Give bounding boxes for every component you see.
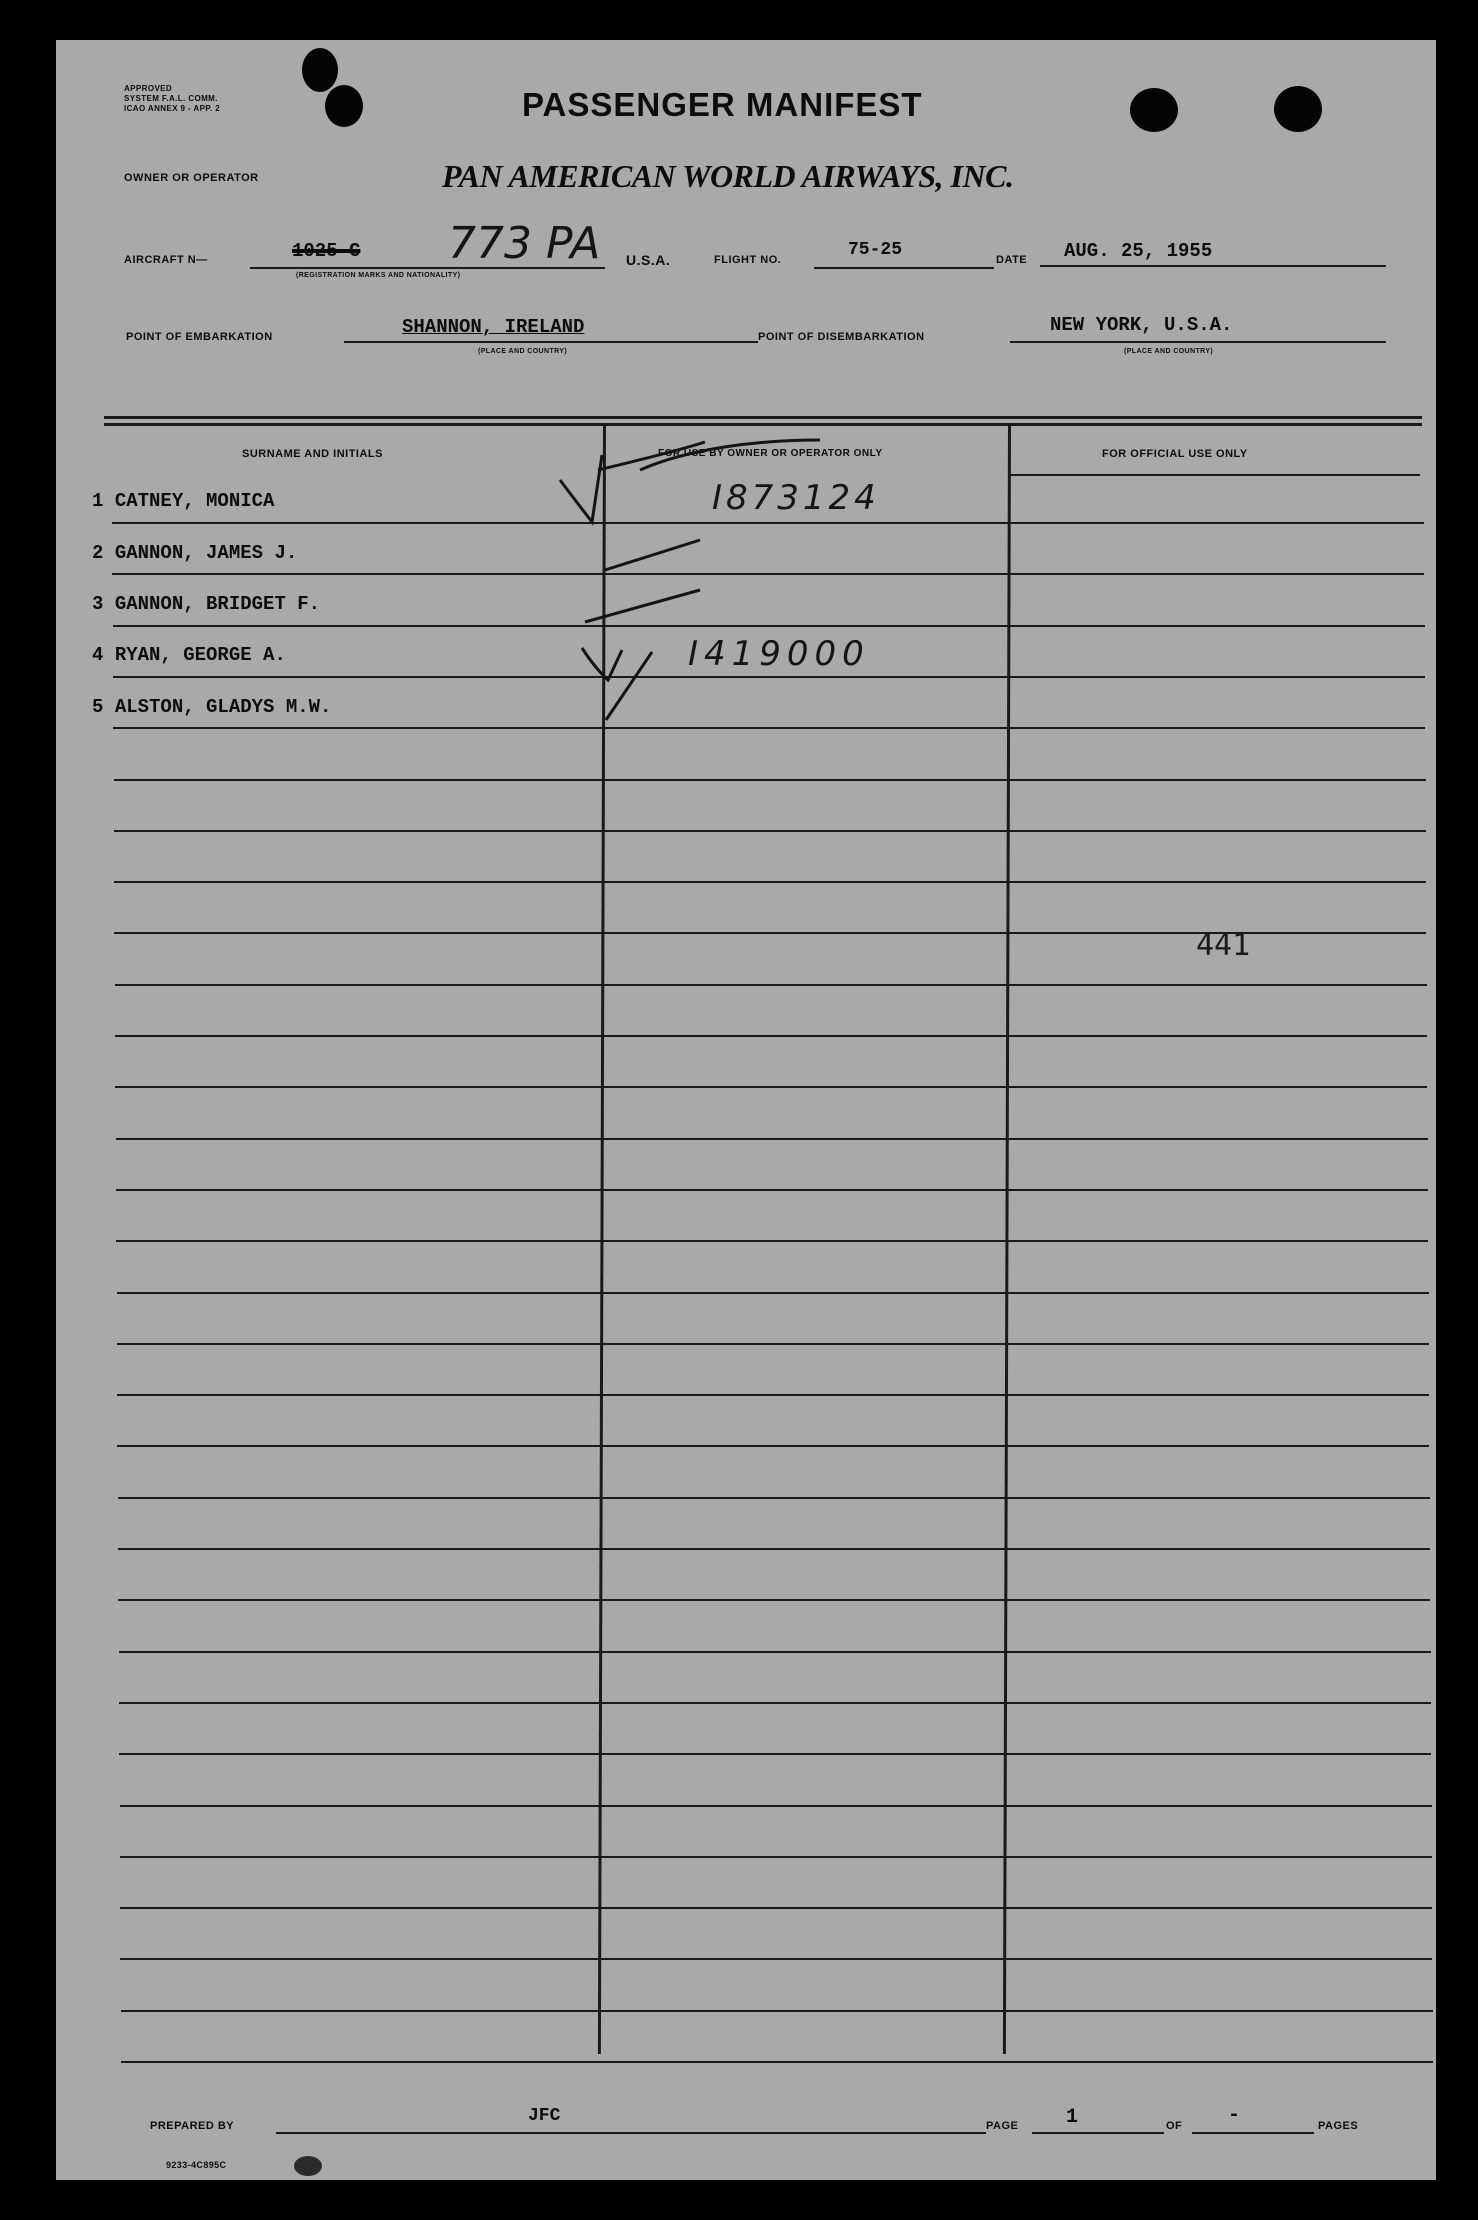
col-header-official: FOR OFFICIAL USE ONLY bbox=[1102, 448, 1248, 460]
passenger-name: GANNON, BRIDGET F. bbox=[114, 593, 321, 615]
union-bug-icon bbox=[294, 2156, 322, 2176]
aircraft-caption: (REGISTRATION MARKS AND NATIONALITY) bbox=[296, 272, 461, 279]
row-4-handwritten-note: I419000 bbox=[688, 634, 870, 674]
disembarkation-caption: (PLACE AND COUNTRY) bbox=[1124, 348, 1214, 355]
aircraft-struck-value: 1025 C bbox=[292, 240, 361, 262]
owner-value: PAN AMERICAN WORLD AIRWAYS, INC. bbox=[442, 158, 1014, 194]
row-number: 3 bbox=[92, 593, 104, 615]
flight-label: FLIGHT NO. bbox=[714, 254, 782, 266]
row-number: 4 bbox=[92, 644, 104, 666]
owner-label: OWNER OR OPERATOR bbox=[124, 172, 259, 184]
col-header-surname: SURNAME AND INITIALS bbox=[242, 448, 383, 460]
approval-line-1: APPROVED bbox=[124, 84, 173, 93]
aircraft-value: 773 PA bbox=[448, 218, 601, 269]
passenger-name: RYAN, GEORGE A. bbox=[114, 644, 286, 666]
passenger-name: ALSTON, GLADYS M.W. bbox=[114, 696, 332, 718]
pages-label: PAGES bbox=[1318, 2120, 1359, 2132]
aircraft-label: AIRCRAFT N— bbox=[124, 254, 208, 266]
prepared-by-label: PREPARED BY bbox=[150, 2120, 235, 2132]
row-number: 1 bbox=[92, 490, 104, 512]
page-underline bbox=[1032, 2132, 1164, 2134]
col-header-owner: FOR USE BY OWNER OR OPERATOR ONLY bbox=[658, 448, 883, 459]
page-label: PAGE bbox=[986, 2120, 1019, 2132]
of-underline bbox=[1192, 2132, 1314, 2134]
embarkation-caption: (PLACE AND COUNTRY) bbox=[478, 348, 568, 355]
approval-line-3: ICAO ANNEX 9 - APP. 2 bbox=[124, 104, 221, 113]
row-number: 5 bbox=[92, 696, 104, 718]
date-value: AUG. 25, 1955 bbox=[1064, 240, 1213, 262]
aircraft-nationality: U.S.A. bbox=[626, 252, 671, 268]
page-value: 1 bbox=[1066, 2106, 1079, 2129]
prepared-by-underline bbox=[276, 2132, 986, 2134]
row-1-handwritten-note: I873124 bbox=[712, 478, 880, 518]
passenger-name: GANNON, JAMES J. bbox=[114, 542, 298, 564]
official-stamp-number: 441 bbox=[1196, 928, 1251, 963]
form-code: 9233-4C895C bbox=[166, 2160, 227, 2170]
approval-line-2: SYSTEM F.A.L. COMM. bbox=[124, 94, 218, 103]
flight-value: 75-25 bbox=[848, 240, 903, 260]
of-label: OF bbox=[1166, 2120, 1183, 2132]
prepared-by-value: JFC bbox=[528, 2106, 561, 2126]
disembarkation-value: NEW YORK, U.S.A. bbox=[1050, 314, 1233, 336]
disembarkation-label: POINT OF DISEMBARKATION bbox=[758, 331, 925, 343]
passenger-name: CATNEY, MONICA bbox=[114, 490, 275, 512]
date-label: DATE bbox=[996, 254, 1028, 266]
embarkation-value: SHANNON, IRELAND bbox=[402, 316, 585, 338]
page-title: PASSENGER MANIFEST bbox=[522, 86, 923, 123]
embarkation-label: POINT OF EMBARKATION bbox=[126, 331, 273, 343]
of-value: - bbox=[1228, 2104, 1241, 2127]
row-number: 2 bbox=[92, 542, 104, 564]
